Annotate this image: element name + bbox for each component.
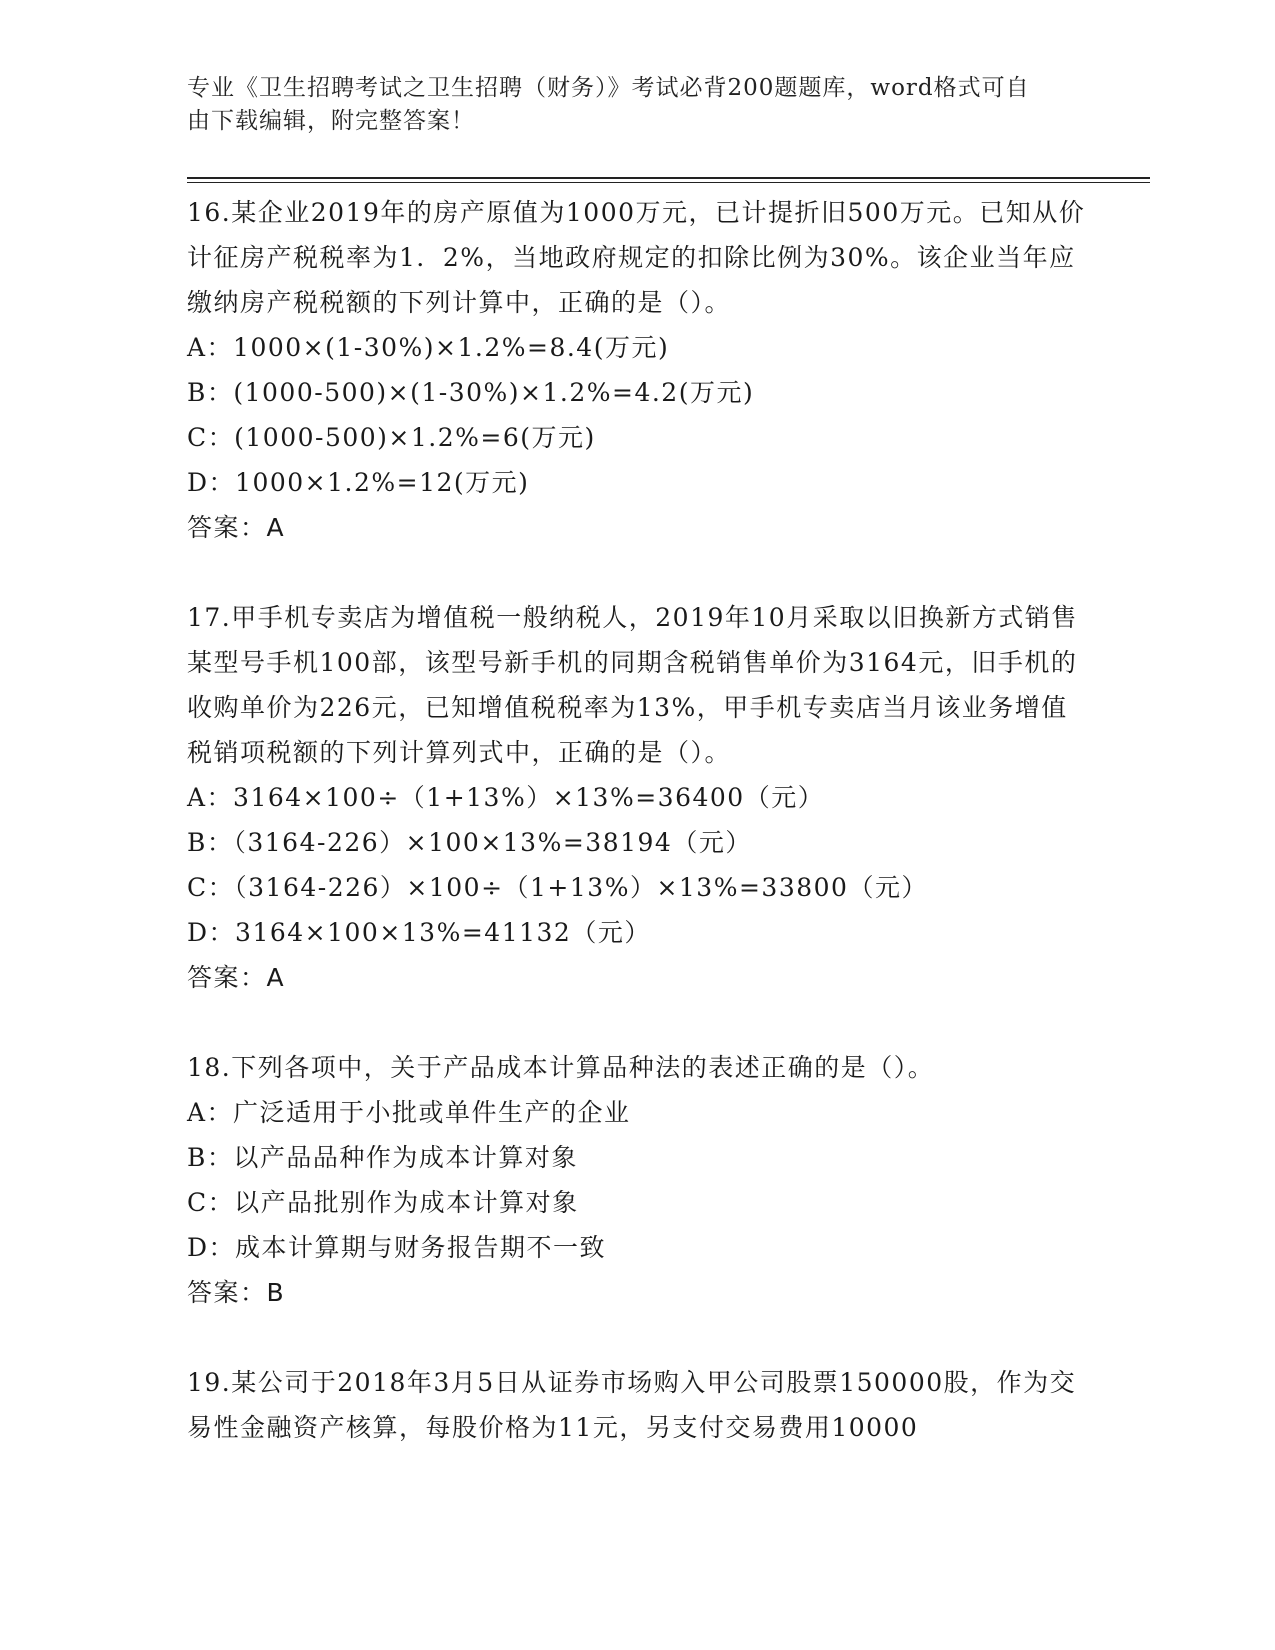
spacer [187, 1315, 1087, 1360]
option-b: B：（3164-226）×100×13%=38194（元） [187, 828, 752, 857]
option-c: C：（3164-226）×100÷（1+13%）×13%=33800（元） [187, 873, 928, 902]
option-a: A：3164×100÷（1+13%）×13%=36400（元） [187, 783, 825, 812]
document-header [187, 72, 1067, 138]
option-b: B：以产品品种作为成本计算对象 [187, 1143, 578, 1172]
header-line-1: 专业《卫生招聘考试之卫生招聘（财务）》考试必背200题题库，word格式可自 [187, 75, 1030, 101]
answer: 答案：B [187, 1278, 286, 1307]
option-c: C：(1000-500)×1.2%=6(万元) [187, 423, 596, 452]
question-text: 17.甲手机专卖店为增值税一般纳税人，2019年10月采取以旧换新方式销售某型号手机100部，该型号新手机的同期含税销售单价为3164元，旧手机的收购单价为226元，已知增值税税率为13%，甲手机专卖店当月该业务增值税销项税额的下列计算列式中，正确的是（）。 [187, 603, 1078, 767]
question-16 [187, 190, 1087, 550]
option-d: D：1000×1.2%=12(万元) [187, 468, 530, 497]
answer: 答案：A [187, 963, 286, 992]
header-rule-thin [187, 182, 1150, 183]
header-rule-thick [187, 177, 1150, 179]
option-a: A：1000×(1-30%)×1.2%=8.4(万元) [187, 333, 670, 362]
option-a: A：广泛适用于小批或单件生产的企业 [187, 1098, 631, 1127]
answer: 答案：A [187, 513, 286, 542]
option-d: D：3164×100×13%=41132（元） [187, 918, 651, 947]
question-text: 16.某企业2019年的房产原值为1000万元，已计提折旧500万元。已知从价计征房产税税率为1．2%，当地政府规定的扣除比例为30%。该企业当年应缴纳房产税税额的下列计算中，正确的是（）。 [187, 198, 1086, 317]
question-text: 19.某公司于2018年3月5日从证券市场购入甲公司股票150000股，作为交易性金融资产核算，每股价格为11元，另支付交易费用10000 [187, 1368, 1077, 1442]
option-d: D：成本计算期与财务报告期不一致 [187, 1233, 607, 1262]
question-18 [187, 1045, 1087, 1315]
question-text: 18.下列各项中，关于产品成本计算品种法的表述正确的是（）。 [187, 1053, 935, 1082]
spacer [187, 550, 1087, 595]
question-list [187, 190, 1087, 1450]
option-c: C：以产品批别作为成本计算对象 [187, 1188, 579, 1217]
option-b: B：(1000-500)×(1-30%)×1.2%=4.2(万元) [187, 378, 755, 407]
header-line-2: 由下载编辑，附完整答案！ [187, 108, 475, 134]
spacer [187, 1000, 1087, 1045]
question-19 [187, 1360, 1087, 1450]
question-17 [187, 595, 1087, 1000]
